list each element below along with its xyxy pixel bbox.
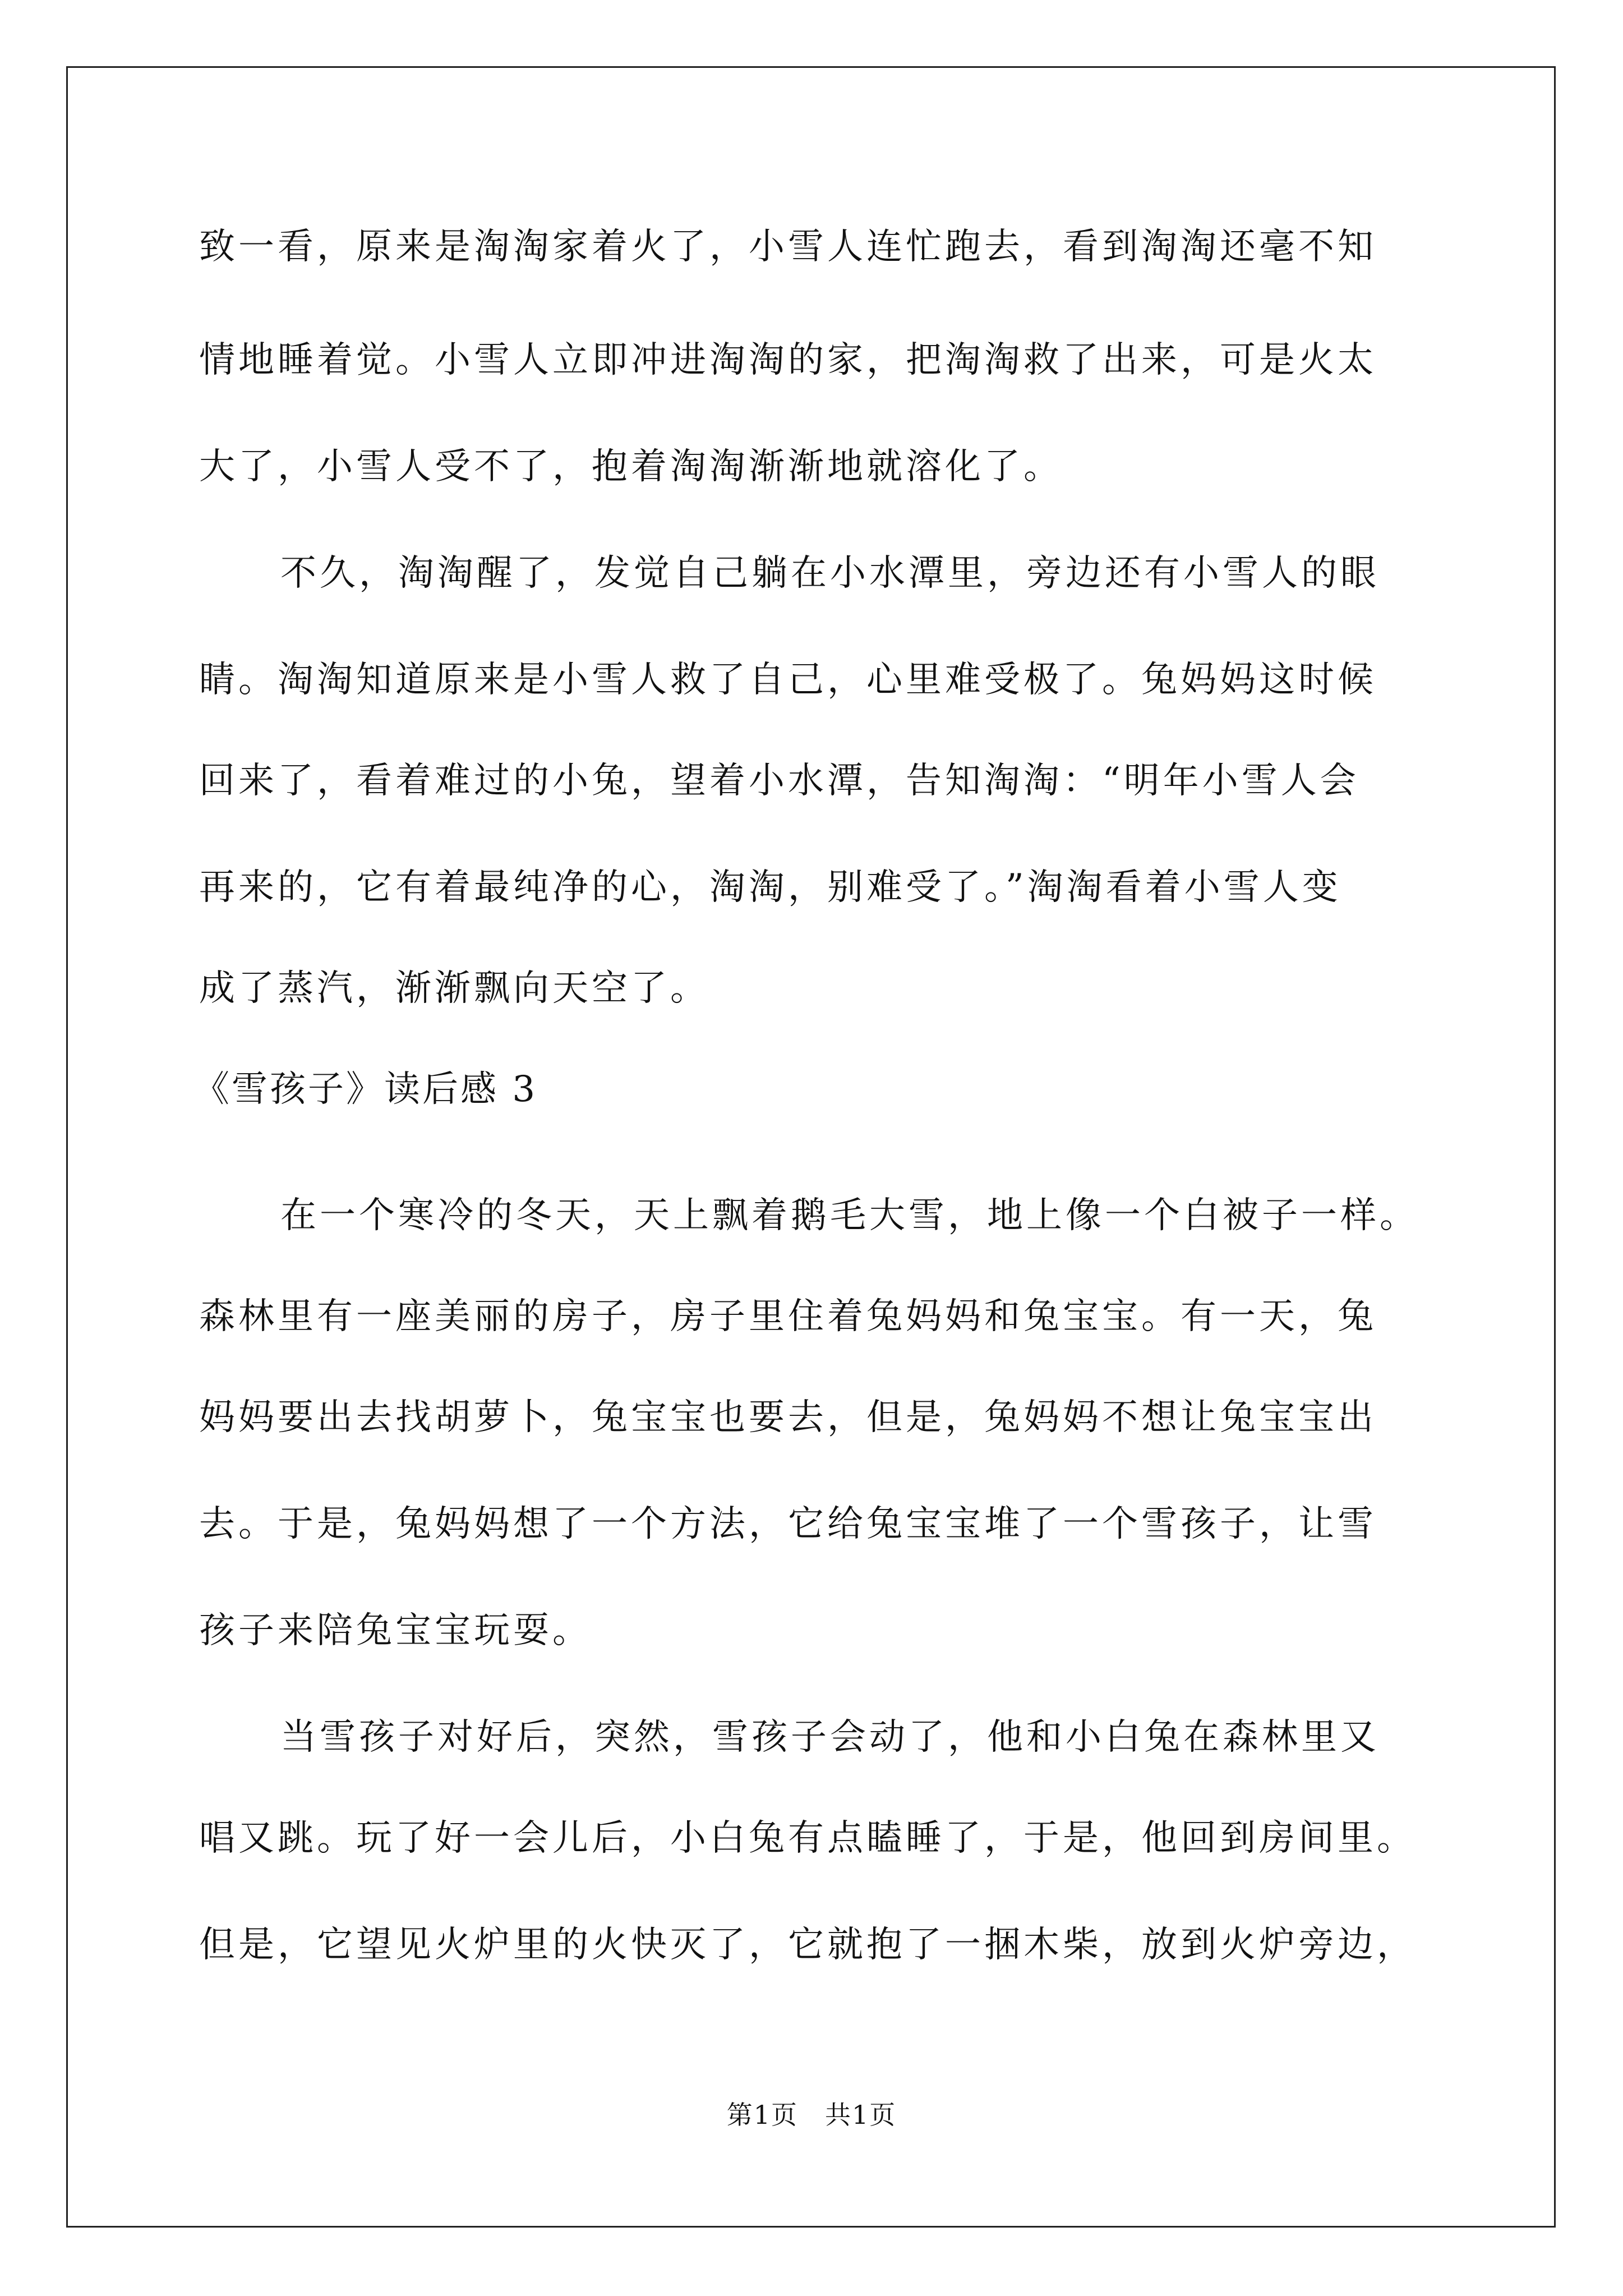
paragraph-4-line-3: 但是，它望见火炉里的火快灭了，它就抱了一捆木柴，放到火炉旁边， <box>199 1924 1416 1966</box>
paragraph-2-line-3: 回来了，看着难过的小兔，望着小水潭，告知淘淘：“明年小雪人会 <box>199 760 1359 802</box>
paragraph-3-line-3: 妈妈要出去找胡萝卜，兔宝宝也要去，但是，兔妈妈不想让兔宝宝出 <box>199 1397 1377 1438</box>
paragraph-3-line-1: 在一个寒冷的冬天，天上飘着鹅毛大雪，地上像一个白被子一样。 <box>280 1195 1419 1236</box>
page-number-footer: 第1页 共1页 <box>726 2100 897 2130</box>
paragraph-4-line-1: 当雪孩子对好后，突然，雪孩子会动了，他和小白兔在森林里又 <box>280 1717 1380 1758</box>
paragraph-2-line-5: 成了蒸汽，渐渐飘向天空了。 <box>199 968 709 1009</box>
paragraph-3-line-5: 孩子来陪兔宝宝玩耍。 <box>199 1610 592 1651</box>
paragraph-2-line-2: 睛。淘淘知道原来是小雪人救了自己，心里难受极了。兔妈妈这时候 <box>199 659 1377 701</box>
paragraph-3-line-4: 去。于是，兔妈妈想了一个方法，它给兔宝宝堆了一个雪孩子，让雪 <box>199 1503 1377 1545</box>
paragraph-1-line-3: 大了，小雪人受不了，抱着淘淘渐渐地就溶化了。 <box>199 446 1063 487</box>
paragraph-1-line-2: 情地睡着觉。小雪人立即冲进淘淘的家，把淘淘救了出来，可是火太 <box>199 339 1377 381</box>
paragraph-4-line-2: 唱又跳。玩了好一会儿后，小白兔有点瞌睡了，于是，他回到房间里。 <box>199 1818 1416 1859</box>
section-heading: 《雪孩子》读后感 3 <box>193 1069 538 1110</box>
paragraph-1-line-1: 致一看，原来是淘淘家着火了，小雪人连忙跑去，看到淘淘还毫不知 <box>199 226 1377 268</box>
page-border <box>66 66 1556 2228</box>
paragraph-3-line-2: 森林里有一座美丽的房子，房子里住着兔妈妈和兔宝宝。有一天，兔 <box>199 1296 1377 1337</box>
paragraph-2-line-1: 不久，淘淘醒了，发觉自己躺在小水潭里，旁边还有小雪人的眼 <box>280 553 1380 594</box>
paragraph-2-line-4: 再来的，它有着最纯净的心，淘淘，别难受了。”淘淘看着小雪人变 <box>199 867 1341 908</box>
